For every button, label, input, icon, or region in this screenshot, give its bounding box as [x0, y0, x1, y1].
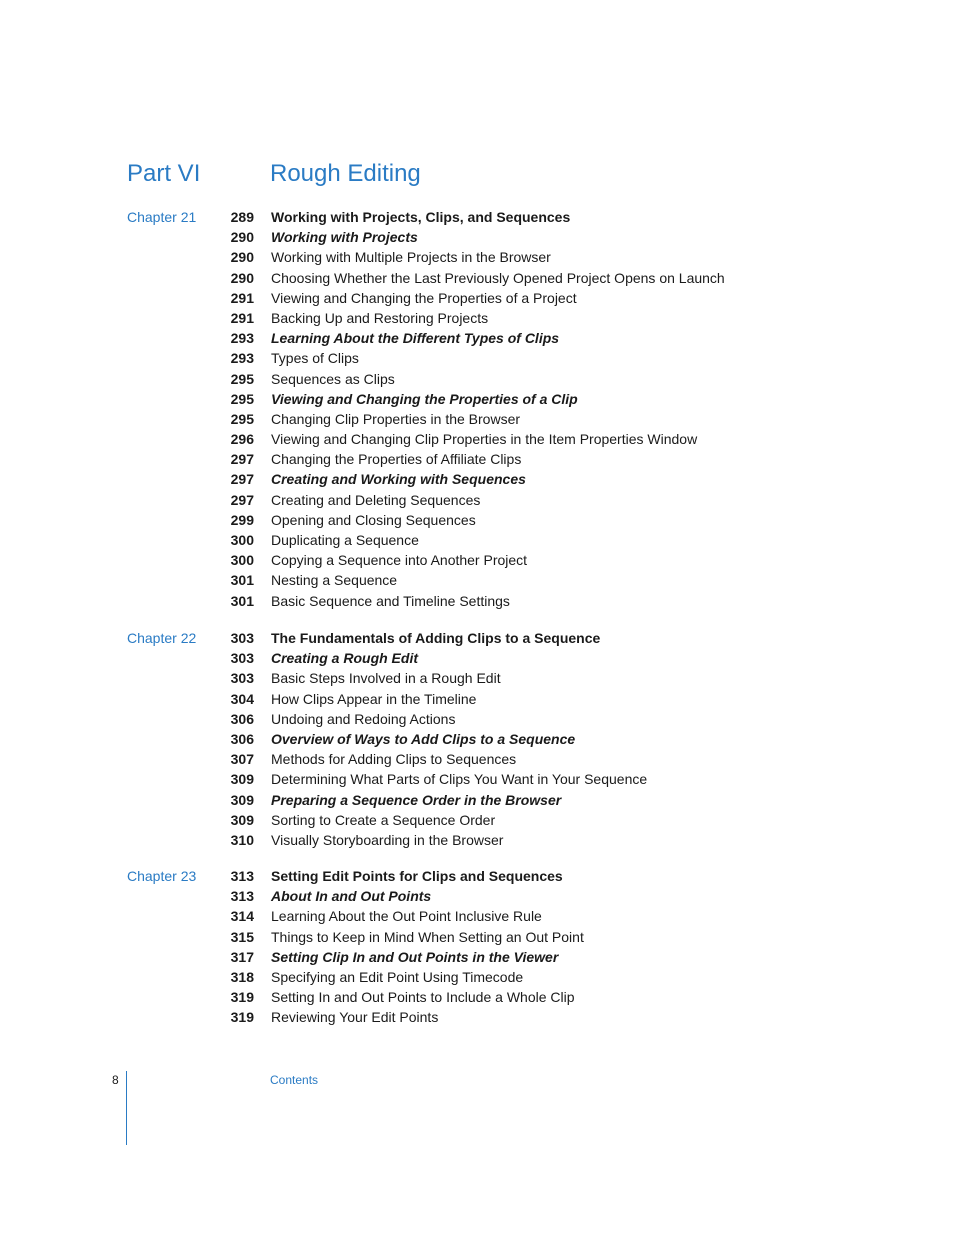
toc-page-number: 309	[230, 791, 254, 808]
toc-entry-title: Types of Clips	[271, 350, 359, 367]
toc-page-number: 319	[230, 989, 254, 1006]
toc-entry[interactable]	[0, 268, 954, 288]
toc-entry-title: Nesting a Sequence	[271, 572, 398, 589]
toc-entry[interactable]	[0, 570, 954, 590]
toc-entries	[0, 628, 954, 850]
toc-entry[interactable]	[0, 668, 954, 688]
toc-entry[interactable]	[0, 348, 954, 368]
toc-entry[interactable]	[0, 429, 954, 449]
toc-page-number: 291	[230, 289, 254, 306]
footer-rule	[126, 1071, 127, 1145]
toc-entry[interactable]	[0, 530, 954, 550]
toc-entry-title: Opening and Closing Sequences	[271, 511, 476, 528]
toc-entry[interactable]	[0, 510, 954, 530]
toc-entry[interactable]	[0, 947, 954, 967]
toc-entry-title: Sequences as Clips	[271, 370, 395, 387]
toc-page-number: 306	[230, 710, 254, 727]
toc-entry-title: Copying a Sequence into Another Project	[271, 552, 528, 569]
toc-entry[interactable]	[0, 1007, 954, 1027]
chapter-label[interactable]: Chapter 23	[127, 868, 197, 884]
toc-entry-title: Creating and Deleting Sequences	[271, 491, 481, 508]
toc-entry-title: Preparing a Sequence Order in the Browser	[271, 791, 562, 808]
toc-page-number: 296	[230, 431, 254, 448]
toc-entry[interactable]	[0, 207, 954, 227]
toc-page-number: 295	[230, 390, 254, 407]
toc-page-number: 300	[230, 532, 254, 548]
toc-page-number: 293	[230, 330, 254, 347]
toc-page-number: 313	[230, 868, 254, 884]
toc-page-number: 309	[230, 771, 254, 788]
toc-entry-title: Overview of Ways to Add Clips to a Sequence	[271, 730, 576, 747]
footer-page-number: 8	[112, 1073, 119, 1087]
toc-entry[interactable]	[0, 987, 954, 1007]
toc-page-number: 301	[230, 572, 254, 589]
toc-entry-title: Creating and Working with Sequences	[271, 471, 526, 488]
toc-entry[interactable]	[0, 490, 954, 510]
toc-entry-title: Sorting to Create a Sequence Order	[271, 811, 496, 828]
toc-page-number: 309	[230, 811, 254, 828]
toc-entry-title: Changing Clip Properties in the Browser	[271, 410, 521, 427]
toc-entry-title: Viewing and Changing the Properties of a Project	[271, 289, 577, 306]
toc-entry[interactable]	[0, 790, 954, 810]
toc-page-number: 290	[230, 229, 254, 246]
part-header	[0, 160, 954, 194]
toc-entry[interactable]	[0, 288, 954, 308]
toc-entry-title: Determining What Parts of Clips You Want in Your Sequence	[271, 771, 648, 788]
toc-entry[interactable]	[0, 449, 954, 469]
chapter-label[interactable]: Chapter 22	[127, 630, 197, 646]
toc-entry[interactable]	[0, 469, 954, 489]
toc-page-number: 307	[230, 751, 254, 768]
toc-entry[interactable]	[0, 227, 954, 247]
toc-entry-title: The Fundamentals of Adding Clips to a Sequence	[271, 630, 601, 646]
toc-entry-title: Working with Multiple Projects in the Browser	[271, 249, 551, 266]
toc-entry-title: Learning About the Out Point Inclusive Rule	[271, 908, 542, 925]
toc-entry-title: Backing Up and Restoring Projects	[271, 309, 489, 326]
toc-page-number: 313	[230, 888, 254, 905]
toc-entry[interactable]	[0, 328, 954, 348]
footer-label[interactable]: Contents	[270, 1073, 319, 1087]
toc-page-number: 299	[230, 511, 254, 528]
toc-entry[interactable]	[0, 906, 954, 926]
toc-page-number: 290	[230, 249, 254, 266]
part-title: Rough Editing	[270, 160, 421, 187]
toc-page-number: 303	[230, 670, 254, 687]
toc-page-number: 297	[230, 491, 254, 508]
toc-entry-title: Setting Edit Points for Clips and Sequences	[271, 868, 563, 884]
toc-entry[interactable]	[0, 729, 954, 749]
toc-page-number: 295	[230, 410, 254, 427]
toc-entry-title: Working with Projects, Clips, and Sequences	[271, 209, 571, 225]
toc-entry-title: Basic Steps Involved in a Rough Edit	[271, 670, 501, 687]
toc-page-number: 317	[230, 948, 254, 965]
toc-page-number: 314	[230, 908, 254, 925]
toc-page-number: 293	[230, 350, 254, 367]
toc-entry-title: Reviewing Your Edit Points	[271, 1009, 439, 1026]
toc-entry[interactable]	[0, 866, 954, 886]
toc-entry[interactable]	[0, 886, 954, 906]
toc-entry-title: About In and Out Points	[271, 888, 432, 905]
toc-page-number: 297	[230, 451, 254, 468]
toc-page-number: 297	[230, 471, 254, 488]
toc-page-number: 303	[230, 650, 254, 667]
toc-entry-title: Duplicating a Sequence	[271, 532, 419, 548]
toc-entry[interactable]	[0, 810, 954, 830]
toc-page-number: 289	[230, 209, 254, 225]
chapter-label[interactable]: Chapter 21	[127, 209, 197, 225]
toc-entry[interactable]	[0, 308, 954, 328]
toc-entry[interactable]	[0, 830, 954, 850]
toc-entry-title: Viewing and Changing Clip Properties in the Item Properties Window	[271, 431, 698, 448]
toc-entry-title: Setting In and Out Points to Include a Whole Clip	[271, 989, 575, 1006]
toc-entries	[0, 866, 954, 1028]
toc-entry[interactable]	[0, 247, 954, 267]
toc-entry[interactable]	[0, 689, 954, 709]
toc-entry-title: Specifying an Edit Point Using Timecode	[271, 968, 524, 985]
toc-entry-title: Methods for Adding Clips to Sequences	[271, 751, 517, 768]
toc-entry-title: Setting Clip In and Out Points in the Viewer	[271, 948, 559, 965]
toc-entry[interactable]	[0, 967, 954, 987]
toc-page-number: 304	[230, 690, 254, 707]
toc-entry[interactable]	[0, 769, 954, 789]
toc-page-number: 295	[230, 370, 254, 387]
toc-entry[interactable]	[0, 628, 954, 648]
toc-entry[interactable]	[0, 648, 954, 668]
toc-entry-title: Visually Storyboarding in the Browser	[271, 831, 504, 848]
toc-page-number: 306	[230, 730, 254, 747]
toc-entry-title: Working with Projects	[271, 229, 418, 246]
toc-entry-title: Choosing Whether the Last Previously Opened Project Opens on Launch	[271, 269, 725, 286]
toc-entry[interactable]	[0, 591, 954, 611]
toc-page-number: 290	[230, 269, 254, 286]
toc-entry[interactable]	[0, 927, 954, 947]
toc-entry-title: Creating a Rough Edit	[271, 650, 418, 667]
toc-page-number: 303	[230, 630, 254, 646]
toc-entry[interactable]	[0, 409, 954, 429]
toc-page-number: 301	[230, 592, 254, 609]
toc-page-number: 319	[230, 1009, 254, 1026]
toc-page-number: 291	[230, 309, 254, 326]
toc-page-number: 300	[230, 552, 254, 569]
toc-page-number: 318	[230, 968, 254, 985]
toc-entry-title: Learning About the Different Types of Clips	[271, 330, 560, 347]
toc-entries	[0, 207, 954, 611]
toc-entry[interactable]	[0, 550, 954, 570]
part-label: Part VI	[127, 160, 201, 187]
toc-entry[interactable]	[0, 389, 954, 409]
toc-entry-title: Undoing and Redoing Actions	[271, 710, 456, 727]
toc-entry[interactable]	[0, 369, 954, 389]
toc-entry[interactable]	[0, 749, 954, 769]
toc-page-number: 310	[230, 831, 254, 848]
toc-entry-title: Things to Keep in Mind When Setting an Out Point	[271, 928, 584, 945]
toc-entry-title: How Clips Appear in the Timeline	[271, 690, 477, 707]
toc-entry-title: Viewing and Changing the Properties of a Clip	[271, 390, 578, 407]
toc-page-number: 315	[230, 928, 254, 945]
toc-entry-title: Changing the Properties of Affiliate Clips	[271, 451, 522, 468]
toc-entry-title: Basic Sequence and Timeline Settings	[271, 592, 510, 609]
toc-entry[interactable]	[0, 709, 954, 729]
